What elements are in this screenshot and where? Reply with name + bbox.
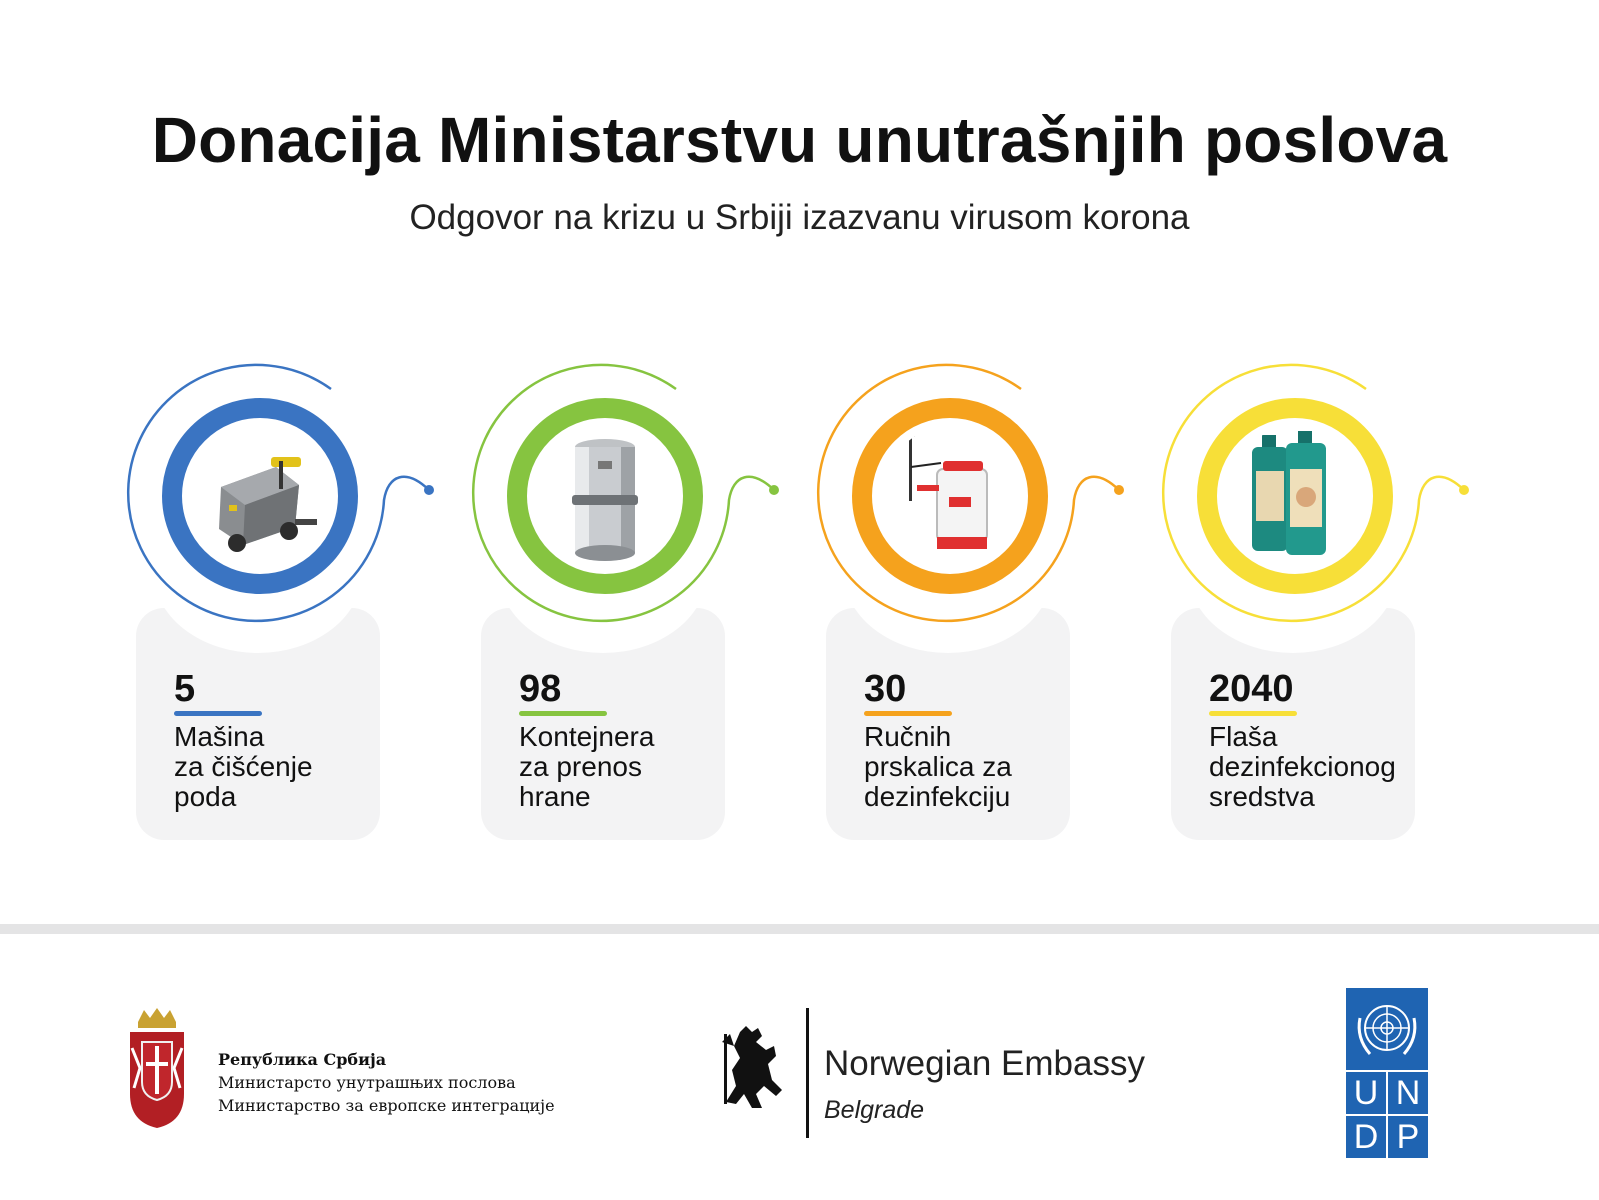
norway-embassy-city: Belgrade bbox=[824, 1096, 925, 1124]
item-underline bbox=[174, 711, 262, 716]
page-title: Donacija Ministarstvu unutrašnjih poslova bbox=[151, 104, 1448, 176]
disinfectant-bottles-icon bbox=[1226, 427, 1364, 565]
item-underline bbox=[864, 711, 952, 716]
norwegian-embassy-logo bbox=[722, 1008, 1162, 1138]
donation-item-sprayers bbox=[816, 360, 1176, 850]
item-count: 30 bbox=[864, 668, 907, 710]
undp-letter-d: D bbox=[1346, 1116, 1386, 1158]
item-label: Ručnih prskalica za dezinfekciju bbox=[864, 721, 1012, 812]
serbia-line-3: Министарство за европске интеграције bbox=[218, 1096, 555, 1115]
food-container-icon bbox=[536, 427, 674, 565]
undp-letter-n: N bbox=[1388, 1072, 1428, 1114]
item-label: Flaša dezinfekcionog sredstva bbox=[1209, 721, 1396, 812]
item-underline bbox=[519, 711, 607, 716]
footer-divider bbox=[0, 924, 1599, 934]
undp-letter-p: P bbox=[1388, 1116, 1428, 1158]
serbia-government-logo bbox=[126, 1008, 596, 1128]
item-count: 2040 bbox=[1209, 668, 1294, 710]
norway-divider bbox=[806, 1008, 809, 1138]
floor-scrubber-icon bbox=[191, 427, 329, 565]
item-underline bbox=[1209, 711, 1297, 716]
page-subtitle: Odgovor na krizu u Srbiji izazvanu virusom korona bbox=[409, 198, 1190, 237]
item-label: Kontejnera za prenos hrane bbox=[519, 721, 655, 812]
backpack-sprayer-icon bbox=[881, 427, 1019, 565]
norway-embassy-name: Norwegian Embassy bbox=[824, 1044, 1145, 1083]
undp-logo bbox=[1346, 988, 1428, 1156]
item-label: Mašina za čišćenje poda bbox=[174, 721, 313, 812]
norwegian-lion-icon bbox=[722, 1024, 788, 1114]
undp-letter-u: U bbox=[1346, 1072, 1386, 1114]
serbia-line-1: Република Србија bbox=[218, 1050, 387, 1069]
donation-item-food-containers bbox=[471, 360, 831, 850]
serbia-line-2: Министарсто унутрашњих послова bbox=[218, 1073, 516, 1092]
un-emblem-icon bbox=[1346, 988, 1428, 1070]
serbian-coat-of-arms-icon bbox=[126, 1008, 188, 1128]
item-count: 98 bbox=[519, 668, 562, 710]
donation-item-floor-scrubbers bbox=[126, 360, 486, 850]
donation-item-disinfectant-bottles bbox=[1161, 360, 1521, 850]
item-count: 5 bbox=[174, 668, 196, 710]
